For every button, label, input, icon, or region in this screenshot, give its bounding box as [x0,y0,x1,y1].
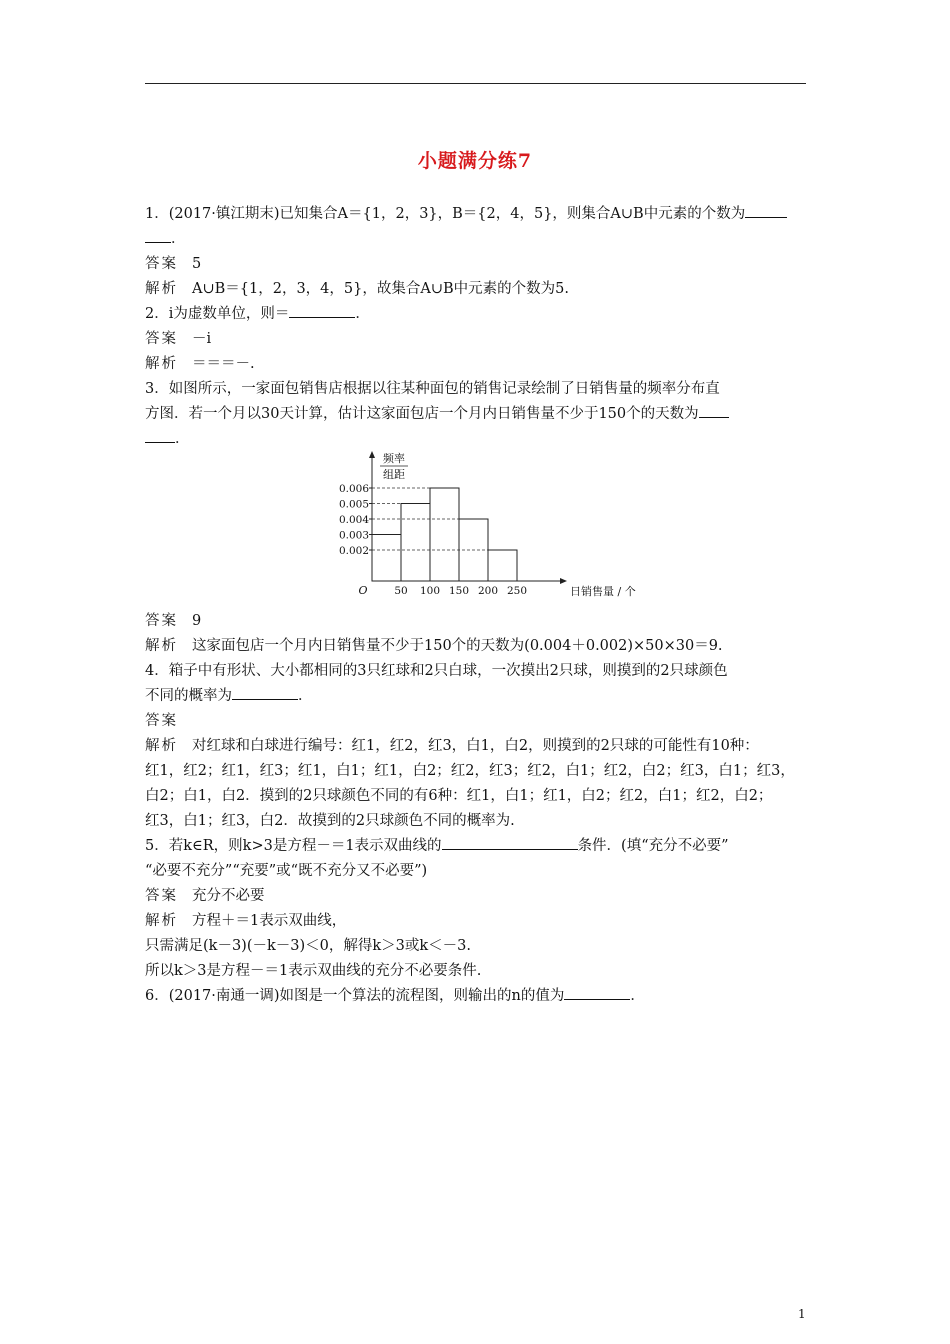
q3-blank [699,404,729,418]
q4-period: ． [298,688,313,704]
q5-analysis-line2: 只需满足(k－3)(－k－3)＜0，解得k＞3或k＜－3. [145,938,472,954]
histogram-bar-0 [372,535,401,582]
q2-analysis-text: ＝＝＝－. [192,356,255,372]
q1-analysis-text: A∪B＝{1，2，3，4，5}，故集合A∪B中元素的个数为5. [192,281,569,297]
histogram-bar-1 [401,504,430,582]
histogram-bar-2 [430,488,459,581]
q1-answer-value: 5 [192,256,202,272]
q4-analysis [145,734,759,755]
q2-answer-label: 答案 [145,331,178,347]
x-tick-label-1: 100 [419,585,441,597]
y-axis-arrow [369,451,375,458]
q4-answer [145,709,192,730]
q4-blank [232,686,298,700]
q5-analysis [145,909,346,930]
q3-analysis [145,634,723,655]
q3-answer [145,609,201,630]
q5-question-part2: 条件．(填“充分不必要” [577,838,729,854]
x-tick-label-2: 150 [448,585,470,597]
q4-analysis-line4: 红3，白1；红3，白2．故摸到的2只球颜色不同的概率为. [145,813,515,829]
q3-text-line2 [145,402,729,423]
q2-answer [145,327,211,348]
q2-analysis [145,352,255,373]
q5-analysis-line3: 所以k＞3是方程－＝1表示双曲线的充分不必要条件. [145,963,482,979]
q4-text-line2 [145,684,313,705]
q5-analysis-line1: 方程＋＝1表示双曲线， [192,913,347,929]
x-tick-label-4: 250 [506,585,528,597]
q3-answer-label: 答案 [145,613,178,629]
y-tick-label-4: 0.002 [338,545,369,557]
q2-question: 2．i为虚数单位，则＝ [145,306,290,322]
q4-analysis-line2: 红1，红2；红1，红3；红1，白1；红1，白2；红2，红3；红2，白1；红2，白2；红3，白1；红3， [145,763,795,779]
x-tick-label-0: 50 [394,585,408,597]
q5-answer-label: 答案 [145,888,178,904]
q2-answer-value: －i [192,331,212,347]
y-axis-label-bottom: 组距 [383,468,405,481]
y-tick-label-0: 0.006 [338,483,369,495]
origin-label: O [358,584,368,597]
q4-text-line1: 4．箱子中有形状、大小都相同的3只红球和2只白球，一次摸出2只球，则摸到的2只球颜色 [145,663,728,679]
q1-text [145,202,787,223]
q3-answer-value: 9 [192,613,202,629]
q2-text [145,302,370,323]
y-tick-label-2: 0.004 [338,514,369,526]
q1-period: ． [171,231,186,247]
y-axis-label-top: 频率 [383,452,405,465]
x-tick-label-3: 200 [477,585,499,597]
frequency-histogram [330,448,636,608]
q5-blank [442,836,578,850]
q3-question-line2: 方图．若一个月以30天计算，估计这家面包店一个月内日销售量不少于150个的天数为 [145,406,699,422]
q1-analysis-label: 解析 [145,281,178,297]
q5-question-part1: 5．若k∈R，则k>3是方程－＝1表示双曲线的 [145,838,442,854]
q4-question-line2: 不同的概率为 [145,688,232,704]
q5-answer [145,884,265,905]
q3-analysis-label: 解析 [145,638,178,654]
y-tick-label-1: 0.005 [338,498,369,511]
q6-blank [564,986,630,1000]
q5-text-line1 [145,834,729,855]
page-title: 小题满分练7 [417,150,533,172]
q4-analysis-line3: 白2；白1，白2．摸到的2只球颜色不同的有6种：红1，白1；红1，白2；红2，白1；红2，白2； [145,788,773,804]
header-rule [145,83,806,84]
q2-period: ． [355,306,370,322]
y-tick-label-3: 0.003 [338,529,369,542]
q6-question: 6．(2017·南通一调)如图是一个算法的流程图，则输出的n的值为 [145,988,565,1004]
page-number: 1 [798,1307,806,1321]
q6-text [145,984,645,1005]
q3-period: ． [175,431,190,447]
q1-text-cont [145,227,186,248]
q1-analysis [145,277,569,298]
q5-text-line2: “必要不充分”“充要”或“既不充分又不必要”) [145,863,428,879]
q3-text-line1: 3．如图所示，一家面包销售店根据以往某种面包的销售记录绘制了日销售量的频率分布直 [145,381,720,397]
q1-answer [145,252,201,273]
x-axis-label: 日销售量 / 个 [570,585,636,598]
q1-question: 1．(2017·镇江期末)已知集合A＝{1，2，3}，B＝{2，4，5}，则集合A∪B中元素的个数为 [145,206,746,222]
q1-blank-cont [145,229,171,243]
q3-analysis-text: 这家面包店一个月内日销售量不少于150个的天数为(0.004＋0.002)×50×30＝9. [192,638,723,654]
q4-analysis-label: 解析 [145,738,178,754]
q4-analysis-line1: 对红球和白球进行编号：红1，红2，红3，白1，白2，则摸到的2只球的可能性有10种： [192,738,759,754]
q6-period: ． [630,988,645,1004]
x-axis-arrow [560,578,567,584]
q2-blank [289,304,355,318]
q3-text-line3 [145,427,190,448]
q5-answer-value: 充分不必要 [192,888,265,904]
q1-blank [745,204,787,218]
q4-answer-label: 答案 [145,713,178,729]
q2-analysis-label: 解析 [145,356,178,372]
histogram-bar-4 [488,550,517,581]
q1-answer-label: 答案 [145,256,178,272]
q3-blank-cont [145,429,175,443]
q5-analysis-label: 解析 [145,913,178,929]
